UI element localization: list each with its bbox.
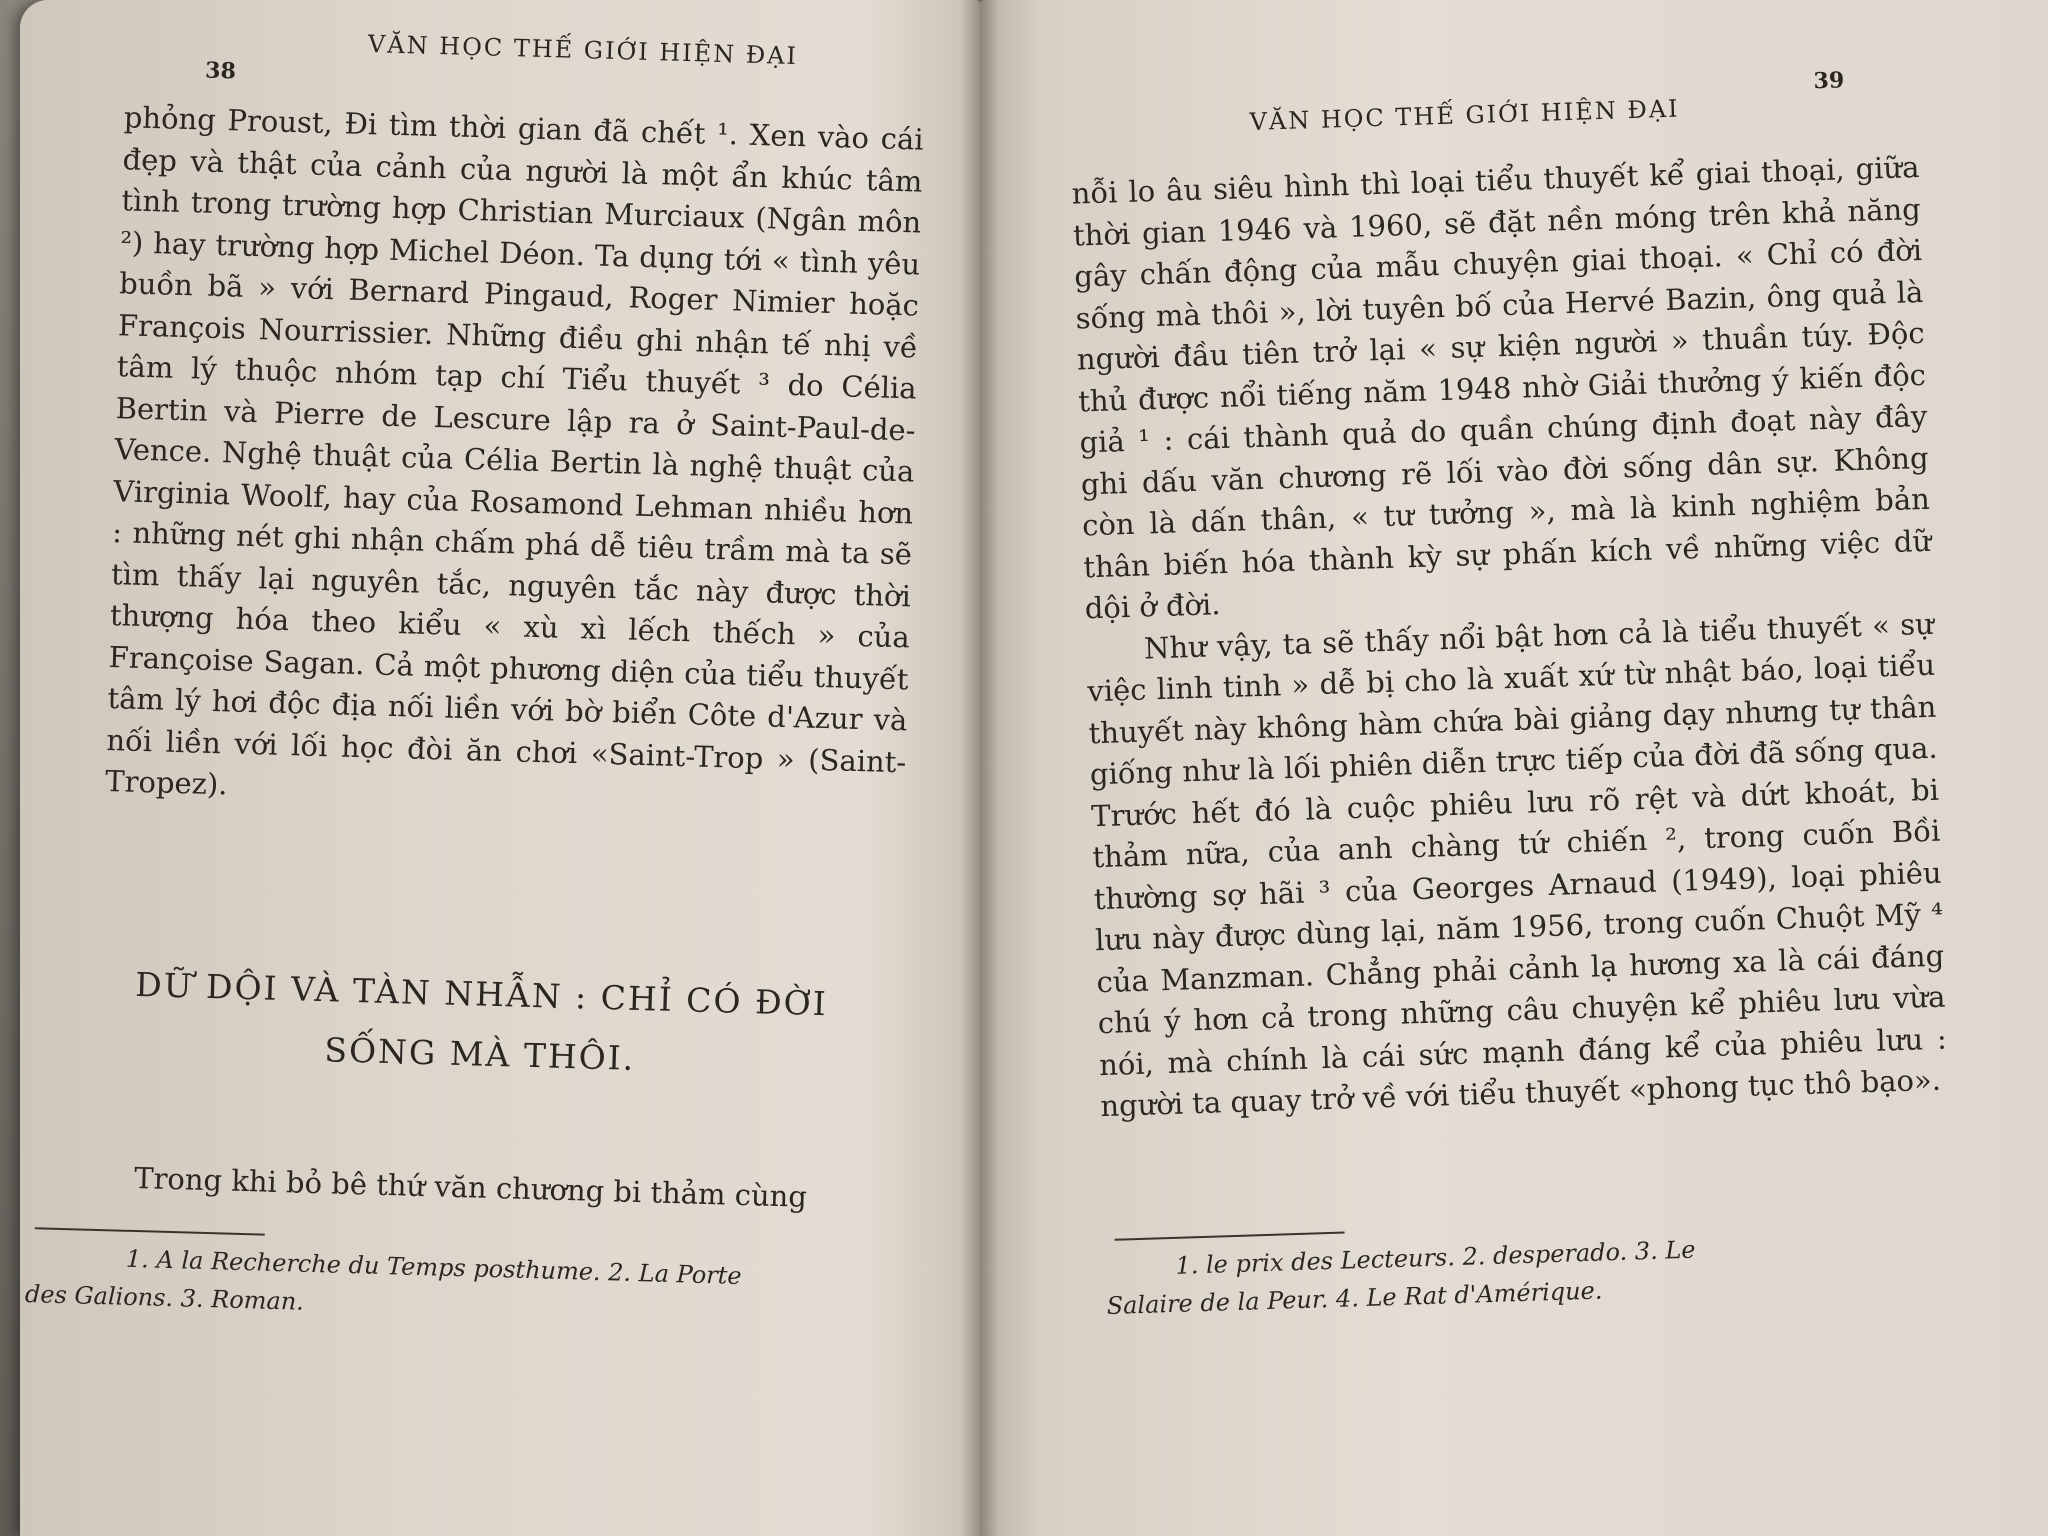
left-body-text-2: [76, 1156, 877, 1220]
left-running-head: VĂN HỌC THẾ GIỚI HIỆN ĐẠI: [367, 30, 799, 71]
right-footnotes: [1105, 1222, 1955, 1325]
left-footnote-line-1: 1. A la Recherche du Temps posthume. 2. La Porte: [125, 1244, 742, 1290]
section-heading-line-1: DỮ DỘI VÀ TÀN NHẪN : CHỈ CÓ ĐỜI: [134, 964, 829, 1024]
right-paragraph-1: nỗi lo âu siêu hình thì loại tiểu thuyết kể giai thoại, giữa thời gian 1946 và 1960, sẽ đặt nền móng trên khả năng gây chấn động của mẫu chuyện giai thoại. « Chỉ có đời sống mà thôi », lời tuyên bố của Hervé Bazin, ông quả là người đầu tiên trở lại « sự kiện người » thuần túy. Độc thủ được nổi tiếng năm 1948 nhờ Giải thưởng ý kiến độc giả ¹ : cái thành quả do quần chúng định đoạt này đây ghi dấu văn chương rẽ lối vào đời sống dân sự. Không còn là dấn thân, « tư tưởng », mà là kinh nghiệm bản thân biến hóa thành kỳ sự phấn kích về những việc dữ dội ở đời.: [1071, 149, 1932, 626]
left-page: [20, 0, 980, 1536]
left-page-number: 38: [204, 57, 237, 85]
right-footnote-line-1: 1. le prix des Lecteurs. 2. desperado. 3. Le: [1175, 1235, 1696, 1280]
right-page-content: [980, 0, 2048, 1536]
book-gutter: [960, 0, 1000, 1536]
left-paragraph-2: Trong khi bỏ bê thứ văn chương bi thảm cùng: [133, 1160, 808, 1214]
right-running-head: VĂN HỌC THẾ GIỚI HIỆN ĐẠI: [1249, 94, 1680, 136]
left-body-text: [105, 97, 924, 825]
left-footnote-rule: [35, 1227, 265, 1235]
right-page-number: 39: [1813, 67, 1845, 95]
left-footnote-line-2: des Galions. 3. Roman.: [24, 1279, 305, 1316]
right-footnote-line-2: Salaire de la Peur. 4. Le Rat d'Amérique.: [1106, 1276, 1603, 1321]
left-page-content: [20, 0, 980, 1536]
section-heading: [99, 954, 862, 1095]
left-footnotes: [24, 1237, 876, 1337]
right-body-text: [1071, 147, 1949, 1128]
right-footnote-rule: [1115, 1232, 1345, 1241]
right-page: [980, 0, 2048, 1536]
left-paragraph-1: phỏng Proust, Đi tìm thời gian đã chết ¹. Xen vào cái đẹp và thật của cảnh của người là một ẩn khúc tâm tình trong trường hợp Christian Murciaux (Ngân môn ²) hay trường hợp Michel Déon. Ta dụng tới « tình yêu buồn bã » với Bernard Pingaud, Roger Nimier hoặc François Nourrissier. Những điều ghi nhận tế nhị về tâm lý thuộc nhóm tạp chí Tiểu thuyết ³ do Célia Bertin và Pierre de Lescure lập ra ở Saint-Paul-de-Vence. Nghệ thuật của Célia Bertin là nghệ thuật của Virginia Woolf, hay của Rosamond Lehman nhiều hơn : những nét ghi nhận chấm phá dễ tiêu trầm mà ta sẽ tìm thấy lại nguyên tắc, nguyên tắc này được thời thượng hóa theo kiểu « xù xì lếch thếch » của Françoise Sagan. Cả một phương diện của tiểu thuyết tâm lý hơi độc địa nối liền với bờ biển Côte d'Azur và nối liền với lối học đòi ăn chơi «Saint-Trop » (Saint-Tropez).: [104, 100, 925, 802]
right-paragraph-2: Như vậy, ta sẽ thấy nổi bật hơn cả là tiểu thuyết « sự việc linh tinh » dễ bị cho là xuất xứ từ nhật báo, loại tiểu thuyết này không hàm chứa bài giảng dạy nhưng tự thân giống như là lối phiên diễn trực tiếp của đời đã sống qua. Trước hết đó là cuộc phiêu lưu rõ rệt và dứt khoát, bi thảm nữa, của anh chàng tứ chiến ², trong cuốn Bồi thường sợ hãi ³ của Georges Arnaud (1949), loại phiêu lưu này được dùng lại, năm 1956, trong cuốn Chuột Mỹ ⁴ của Manzman. Chẳng phải cảnh lạ hương xa là cái đáng chú ý hơn cả trong những câu chuyện kể phiêu lưu vừa nói, mà chính là cái sức mạnh đáng kể của phiêu lưu : người ta quay trở về với tiểu thuyết «phong tục thô bạo».: [1086, 606, 1948, 1124]
section-heading-line-2: SỐNG MÀ THÔI.: [323, 1030, 636, 1078]
